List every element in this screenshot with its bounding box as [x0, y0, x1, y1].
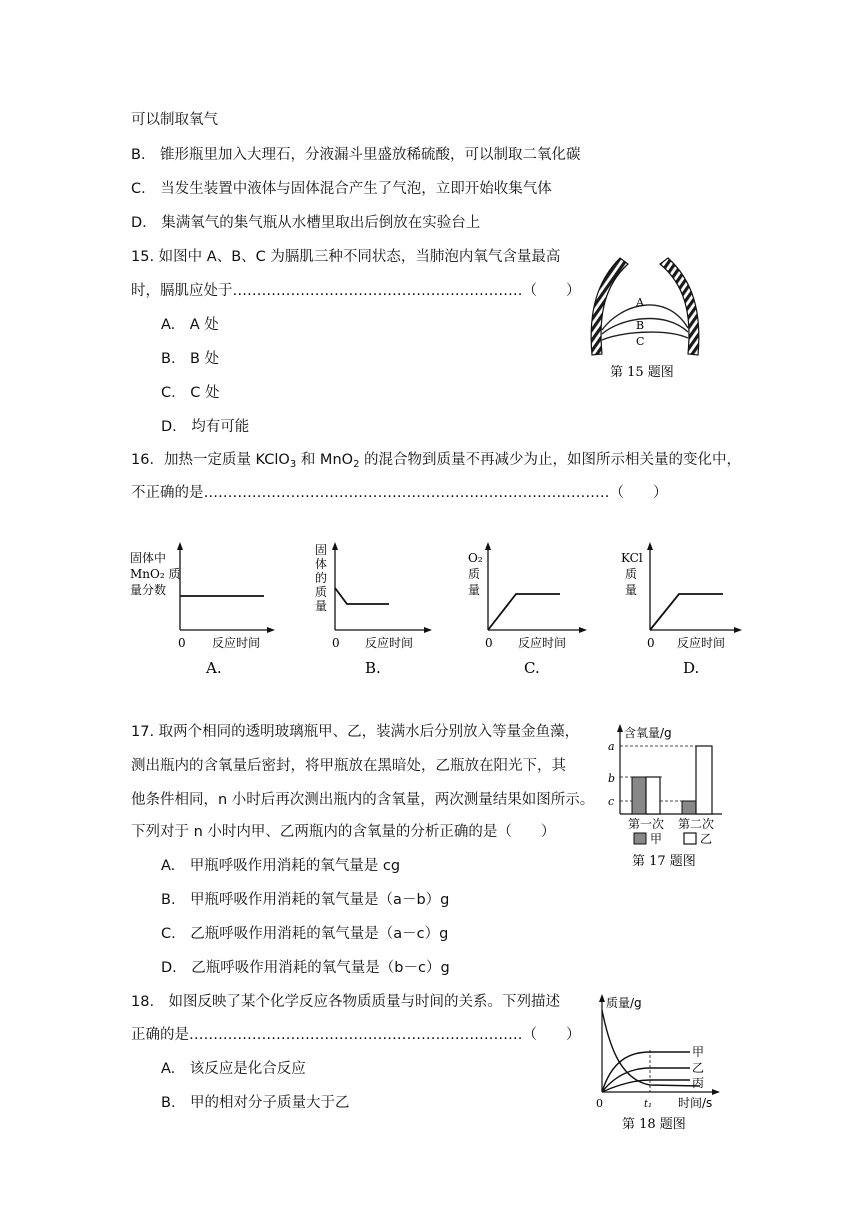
q17-option-a: A. 甲瓶呼吸作用消耗的氧气量是 cg	[161, 858, 401, 874]
q17-option-b: B. 甲瓶呼吸作用消耗的氧气量是（a－b）g	[161, 892, 450, 908]
svg-text:固体中: 固体中	[130, 551, 167, 565]
curve-label-c: C	[636, 335, 645, 348]
q18-stem-line1: 18. 如图反映了某个化学反应各物质质量与时间的关系。下列描述	[131, 994, 561, 1010]
svg-text:甲: 甲	[650, 832, 663, 846]
graph-b-line	[335, 588, 389, 604]
q16-stem-line2: 不正确的是…………………………………………………………………………（ ）	[131, 485, 668, 501]
svg-text:甲: 甲	[692, 1045, 705, 1059]
svg-text:量分数: 量分数	[130, 583, 167, 597]
legend-jia-swatch	[634, 833, 646, 844]
curve-c	[602, 332, 688, 340]
svg-text:反应时间: 反应时间	[212, 636, 261, 650]
svg-text:MnO₂ 质: MnO₂ 质	[130, 567, 181, 581]
svg-text:量: 量	[468, 583, 481, 597]
svg-text:A.: A.	[206, 659, 222, 677]
svg-text:O₂: O₂	[468, 551, 483, 565]
svg-text:a: a	[608, 740, 615, 753]
svg-text:乙: 乙	[692, 1061, 705, 1075]
q14-option-a-continuation: 可以制取氧气	[131, 112, 218, 128]
q15-option-c: C. C 处	[161, 385, 220, 401]
q15-option-d: D. 均有可能	[161, 419, 250, 435]
right-rib-wall	[660, 258, 699, 355]
q14-option-b: B. 锥形瓶里加入大理石，分液漏斗里盛放稀硫酸，可以制取二氧化碳	[131, 147, 581, 163]
q17-stem-line4: 下列对于 n 小时内甲、乙两瓶内的含氧量的分析正确的是（ ）	[131, 824, 556, 840]
svg-text:量: 量	[315, 599, 328, 613]
series-reactant-curve	[602, 1010, 700, 1086]
q16-graph-d	[615, 540, 745, 680]
svg-text:第二次: 第二次	[678, 817, 715, 831]
q15-option-a: A. A 处	[161, 317, 219, 333]
svg-text:b: b	[608, 772, 616, 785]
svg-text:反应时间: 反应时间	[677, 636, 726, 650]
left-rib-wall	[591, 258, 628, 355]
q18-mass-time-figure	[590, 990, 725, 1140]
q16-graph-a	[128, 540, 278, 680]
svg-text:0: 0	[647, 636, 655, 650]
q15-stem-line1: 15. 如图中 A、B、C 为膈肌三种不同状态，当肺泡内氧气含量最高	[131, 249, 561, 265]
svg-text:丙: 丙	[692, 1076, 705, 1090]
q18-option-b: B. 甲的相对分子质量大于乙	[161, 1095, 350, 1111]
svg-text:D.: D.	[683, 659, 700, 677]
svg-text:0: 0	[485, 636, 493, 650]
svg-text:0: 0	[596, 1097, 603, 1110]
svg-text:t₁: t₁	[644, 1099, 653, 1110]
svg-text:质量/g: 质量/g	[606, 996, 642, 1010]
svg-text:质: 质	[625, 567, 638, 581]
bar-jia-first	[632, 777, 646, 814]
svg-text:乙: 乙	[700, 832, 713, 846]
svg-text:0: 0	[178, 636, 186, 650]
svg-text:时间/s: 时间/s	[678, 1096, 713, 1110]
q17-option-d: D. 乙瓶呼吸作用消耗的氧气量是（b－c）g	[161, 960, 450, 976]
q17-stem-line3: 他条件相同，n 小时后再次测出瓶内的含氧量，两次测量结果如图所示。	[131, 792, 595, 808]
bar-yi-first	[646, 777, 660, 814]
q15-option-b: B. B 处	[161, 351, 220, 367]
q16-graph-b	[305, 540, 435, 680]
q17-option-c: C. 乙瓶呼吸作用消耗的氧气量是（a－c）g	[161, 926, 449, 942]
q18-option-a: A. 该反应是化合反应	[161, 1061, 306, 1077]
svg-text:c: c	[608, 795, 615, 808]
fig17-caption: 第 17 题图	[632, 854, 696, 869]
fig18-caption: 第 18 题图	[622, 1117, 686, 1132]
svg-text:含氧量/g: 含氧量/g	[624, 726, 672, 740]
svg-text:质: 质	[468, 567, 481, 581]
graph-d-line	[650, 594, 723, 630]
q17-stem-line2: 测出瓶内的含氧量后密封，将甲瓶放在黑暗处，乙瓶放在阳光下，其	[131, 758, 566, 774]
svg-text:反应时间: 反应时间	[518, 636, 567, 650]
svg-text:的: 的	[315, 571, 328, 585]
fig15-caption: 第 15 题图	[610, 365, 674, 380]
q14-option-d: D. 集满氧气的集气瓶从水槽里取出后倒放在实验台上	[131, 215, 481, 231]
graph-c-line	[488, 594, 560, 630]
bar-yi-second	[696, 746, 712, 814]
q15-diaphragm-figure	[580, 250, 730, 390]
svg-text:第一次: 第一次	[628, 817, 665, 831]
q17-oxygen-figure	[600, 720, 740, 875]
q18-stem-line2: 正确的是……………………………………………………………（ ）	[131, 1027, 581, 1043]
svg-text:体: 体	[315, 557, 328, 571]
bar-jia-second	[682, 801, 696, 814]
svg-text:0: 0	[332, 636, 340, 650]
svg-text:B.: B.	[365, 659, 381, 677]
q16-graph-c	[460, 540, 590, 680]
svg-text:反应时间: 反应时间	[365, 636, 414, 650]
svg-text:质: 质	[315, 585, 328, 599]
q17-stem-line1: 17. 取两个相同的透明玻璃瓶甲、乙，装满水后分别放入等量金鱼藻，	[131, 724, 580, 740]
legend-yi-swatch	[684, 833, 696, 844]
curve-label-a: A	[636, 296, 644, 309]
curve-label-b: B	[636, 319, 645, 332]
svg-text:量: 量	[625, 583, 638, 597]
svg-text:固: 固	[315, 543, 328, 557]
svg-text:KCl: KCl	[621, 551, 643, 565]
q15-stem-line2: 时，膈肌应处于……………………………………………………（ ）	[131, 283, 581, 299]
q14-option-c: C. 当发生装置中液体与固体混合产生了气泡，立即开始收集气体	[131, 181, 552, 197]
q16-stem-line1: 16．加热一定质量 KClO$_3$ 和 MnO$_2$ 的混合物到质量不再减少为止，如图所示相关量的变化中，	[131, 452, 742, 470]
svg-text:C.: C.	[524, 659, 540, 677]
